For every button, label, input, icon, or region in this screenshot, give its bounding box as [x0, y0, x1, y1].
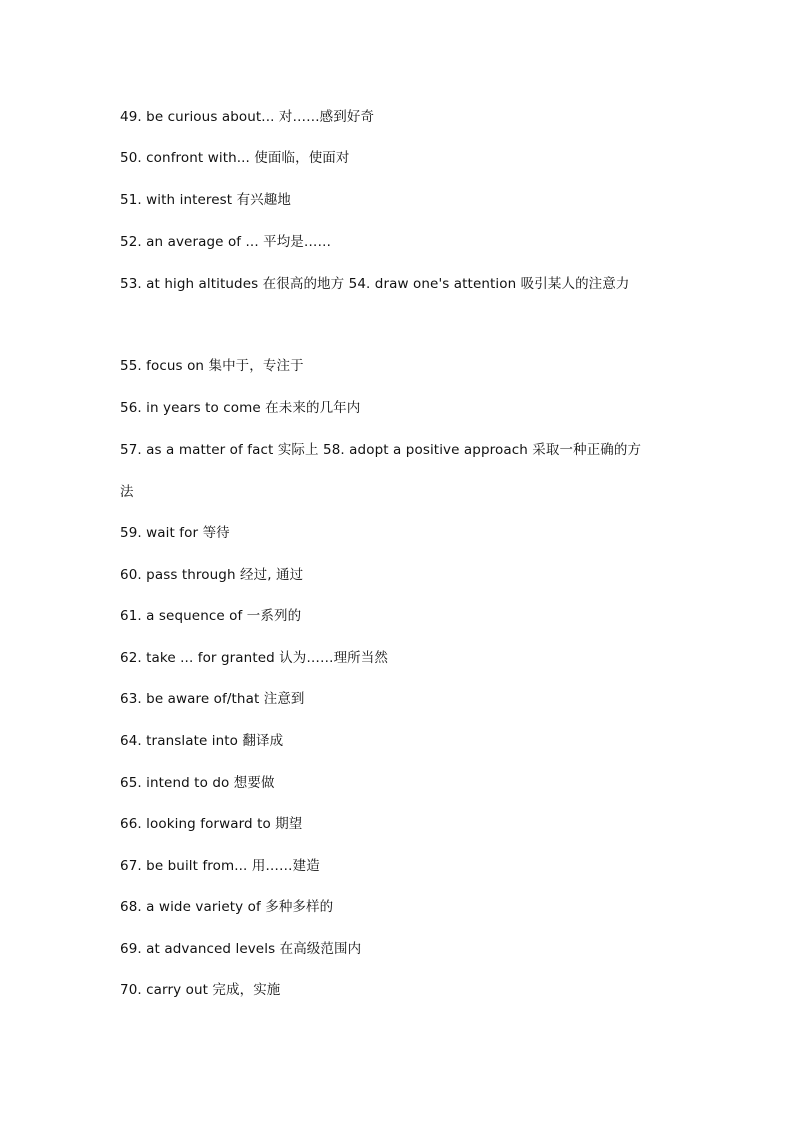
phrase-70: 70. carry out 完成，实施: [120, 982, 281, 998]
phrase-56: 56. in years to come 在未来的几年内: [120, 400, 361, 416]
phrase-52: 52. an average of ... 平均是……: [120, 234, 332, 250]
phrase-62: 62. take ... for granted 认为……理所当然: [120, 650, 388, 666]
phrase-63: 63. be aware of/that 注意到: [120, 691, 305, 707]
phrase-60: 60. pass through 经过, 通过: [120, 567, 304, 583]
phrase-51: 51. with interest 有兴趣地: [120, 192, 291, 208]
phrase-61: 61. a sequence of 一系列的: [120, 608, 302, 624]
phrase-53-54: 53. at high altitudes 在很高的地方 54. draw one's attention 吸引某人的注意力: [120, 276, 630, 292]
phrase-58-continuation: 法: [120, 484, 134, 500]
phrase-49: 49. be curious about... 对……感到好奇: [120, 109, 375, 125]
phrase-69: 69. at advanced levels 在高级范围内: [120, 941, 362, 957]
phrase-66: 66. looking forward to 期望: [120, 816, 303, 832]
phrase-65: 65. intend to do 想要做: [120, 775, 275, 791]
phrase-64: 64. translate into 翻译成: [120, 733, 284, 749]
phrase-59: 59. wait for 等待: [120, 525, 230, 541]
phrase-57-58: 57. as a matter of fact 实际上 58. adopt a positive approach 采取一种正确的方: [120, 442, 642, 458]
phrase-55: 55. focus on 集中于，专注于: [120, 358, 304, 374]
phrase-67: 67. be built from... 用……建造: [120, 858, 320, 874]
phrase-50: 50. confront with... 使面临，使面对: [120, 150, 350, 166]
phrase-68: 68. a wide variety of 多种多样的: [120, 899, 334, 915]
